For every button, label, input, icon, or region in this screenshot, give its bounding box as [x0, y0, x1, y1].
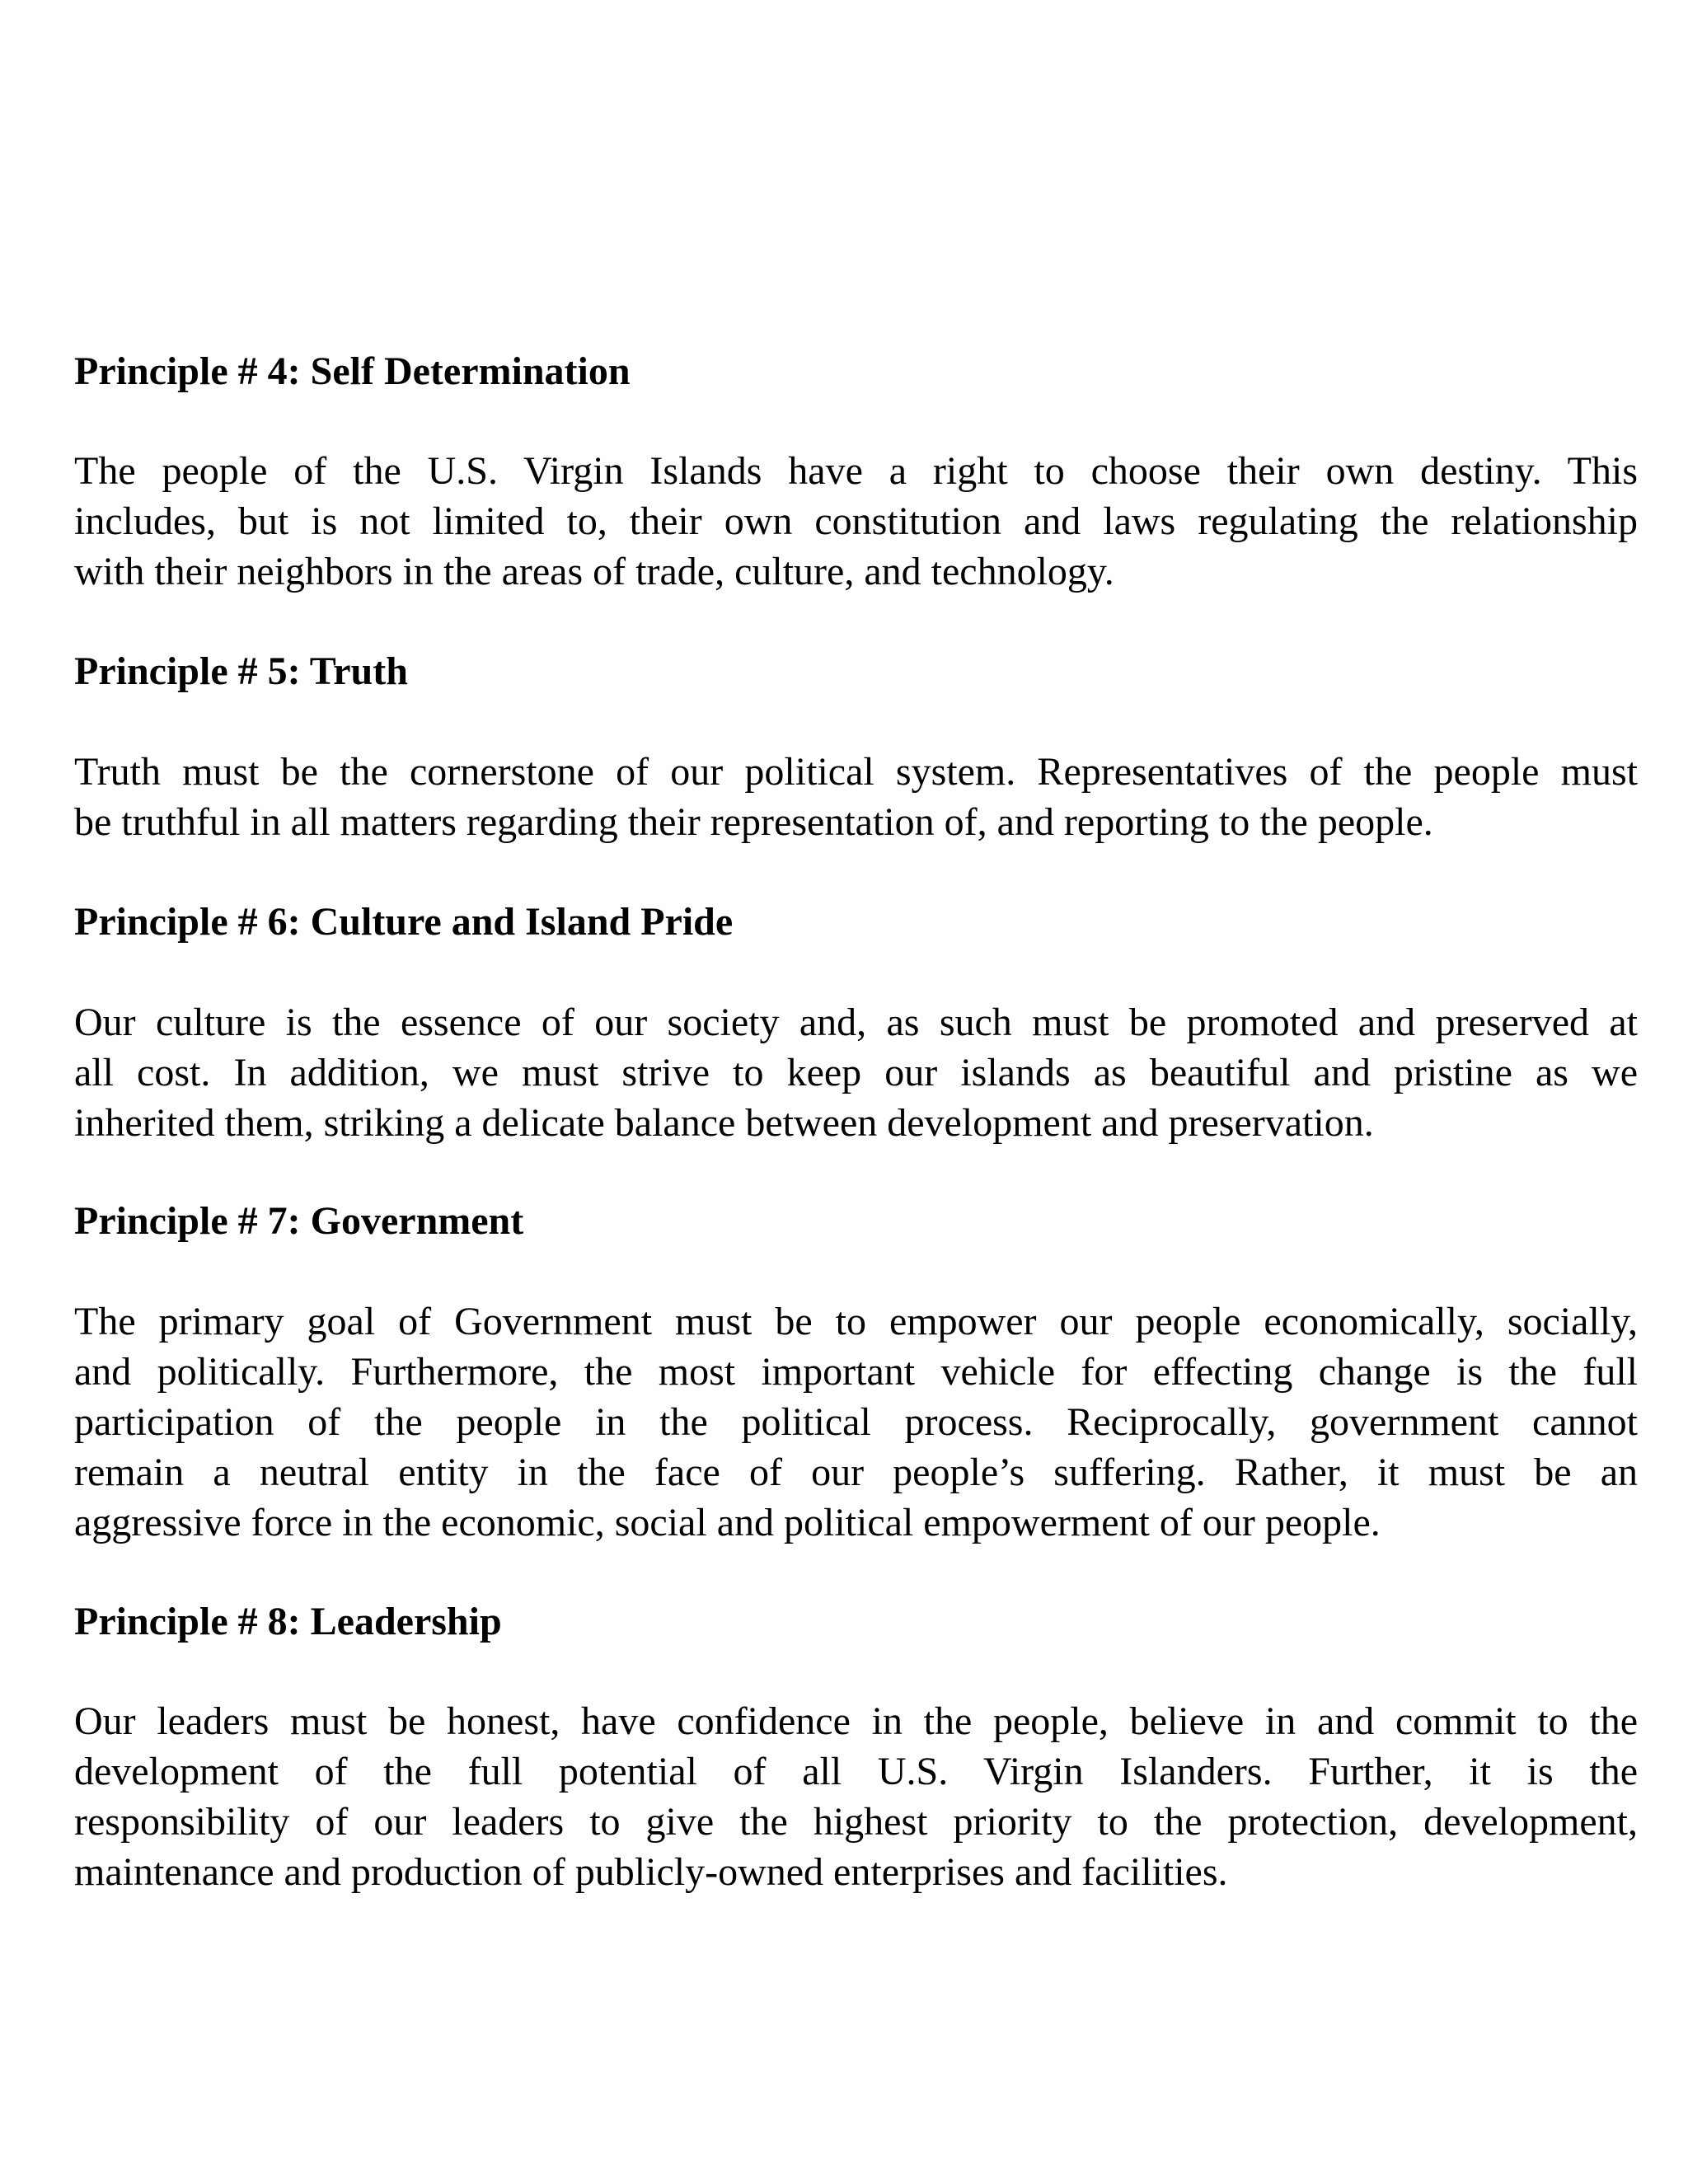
- text-line: aggressive force in the economic, social and political empowerment of our people.: [74, 1501, 1381, 1544]
- text-line: remain a neutral entity in the face of our people’s suffering. Rather, it must be an: [74, 1451, 1638, 1494]
- text-line: includes, but is not limited to, their own constitution and laws regulating the relationship: [74, 499, 1638, 543]
- text-line: Our leaders must be honest, have confidence in the people, believe in and commit to the: [74, 1699, 1638, 1743]
- text-line: responsibility of our leaders to give the highest priority to the protection, development,: [74, 1800, 1638, 1844]
- text-line: maintenance and production of publicly-owned enterprises and facilities.: [74, 1850, 1228, 1894]
- text-line: with their neighbors in the areas of trade, culture, and technology.: [74, 550, 1114, 593]
- text-line: participation of the people in the political process. Reciprocally, government cannot: [74, 1400, 1638, 1444]
- text-line: be truthful in all matters regarding their representation of, and reporting to the people.: [74, 800, 1433, 844]
- text-line: The primary goal of Government must be to empower our people economically, socially,: [74, 1300, 1638, 1343]
- principle-7-heading: Principle # 7: Government: [74, 1199, 524, 1243]
- principle-6-body: [74, 997, 1638, 1148]
- principle-8-heading: Principle # 8: Leadership: [74, 1600, 502, 1643]
- text-line: Truth must be the cornerstone of our political system. Representatives of the people must: [74, 750, 1638, 794]
- principle-5-heading: Principle # 5: Truth: [74, 649, 408, 693]
- principle-4-body: [74, 446, 1638, 597]
- principle-5-body: [74, 747, 1638, 847]
- text-line: and politically. Furthermore, the most important vehicle for effecting change is the full: [74, 1350, 1638, 1394]
- text-line: all cost. In addition, we must strive to keep our islands as beautiful and pristine as we: [74, 1051, 1638, 1094]
- text-line: The people of the U.S. Virgin Islands have a right to choose their own destiny. This: [74, 449, 1638, 493]
- principle-8-body: [74, 1696, 1638, 1897]
- principle-6-heading: Principle # 6: Culture and Island Pride: [74, 900, 734, 944]
- text-line: Our culture is the essence of our society and, as such must be promoted and preserved at: [74, 1001, 1638, 1044]
- text-line: development of the full potential of all U.S. Virgin Islanders. Further, it is the: [74, 1750, 1638, 1793]
- text-line: inherited them, striking a delicate balance between development and preservation.: [74, 1101, 1374, 1145]
- principle-7-body: [74, 1296, 1638, 1548]
- principle-4-heading: Principle # 4: Self Determination: [74, 349, 631, 393]
